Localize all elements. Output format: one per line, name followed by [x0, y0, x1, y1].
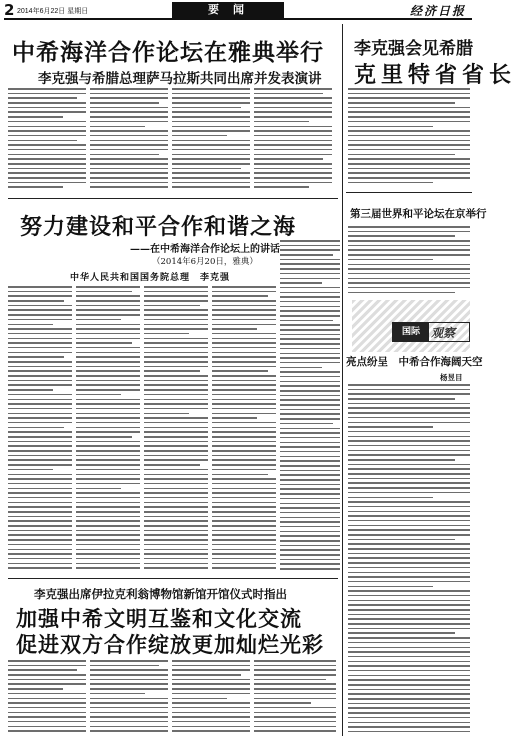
speech-byline: 中华人民共和国国务院总理 李克强	[70, 273, 231, 283]
section-label: 要闻	[172, 2, 284, 18]
column-headline: 亮点纷呈 中希合作海阔天空	[346, 356, 483, 368]
right-top-headline-line-2: 克里特省省长	[354, 63, 516, 88]
speech-dateline: （2014年6月20日，雅典）	[152, 257, 258, 267]
paper-logo: 经济日报	[409, 4, 466, 18]
column-rule	[342, 24, 343, 736]
speech-body-col-3	[144, 286, 208, 574]
lead-body-col-1	[8, 88, 86, 194]
lead-divider	[8, 198, 338, 199]
speech-body-col-1	[8, 286, 72, 574]
bottom-body-col-1	[8, 660, 86, 736]
column-byline: 杨昱目	[440, 373, 463, 382]
right-divider-1	[346, 192, 472, 193]
lead-body-col-3	[172, 88, 250, 194]
lead-subheadline: 李克强与希腊总理萨马拉斯共同出席并发表演讲	[38, 71, 322, 87]
issue-date: 2014年6月22日 星期日	[17, 8, 89, 15]
bottom-body-col-3	[172, 660, 250, 736]
speech-subtitle: ——在中希海洋合作论坛上的讲话	[130, 244, 280, 255]
speech-body-col-2	[76, 286, 140, 574]
bottom-headline-line-1: 加强中希文明互鉴和文化交流	[16, 607, 302, 631]
right-top-body	[348, 88, 470, 188]
lead-body-col-2	[90, 88, 168, 194]
column-badge-right: 观察	[431, 326, 456, 340]
column-body	[348, 384, 470, 736]
right-mid-body	[348, 226, 470, 298]
right-mid-headline: 第三届世界和平论坛在京举行	[350, 208, 487, 220]
bottom-kicker: 李克强出席伊拉克利翁博物馆新馆开馆仪式时指出	[34, 587, 287, 601]
lead-body-col-4	[254, 88, 332, 194]
speech-headline: 努力建设和平合作和谐之海	[20, 215, 297, 240]
speech-body-col-4	[212, 286, 276, 574]
masthead	[4, 2, 472, 20]
bottom-body-col-2	[90, 660, 168, 736]
lead-headline: 中希海洋合作论坛在雅典举行	[12, 40, 324, 66]
right-top-headline-line-1: 李克强会见希腊	[354, 39, 473, 59]
bottom-body-col-4	[254, 660, 336, 736]
column-badge	[392, 322, 470, 342]
column-badge-left: 国际	[393, 323, 429, 341]
bottom-headline-line-2: 促进双方合作绽放更加灿烂光彩	[16, 633, 324, 657]
page-number: 2	[4, 1, 15, 19]
speech-body-col-5	[280, 240, 340, 574]
speech-divider	[8, 578, 338, 579]
